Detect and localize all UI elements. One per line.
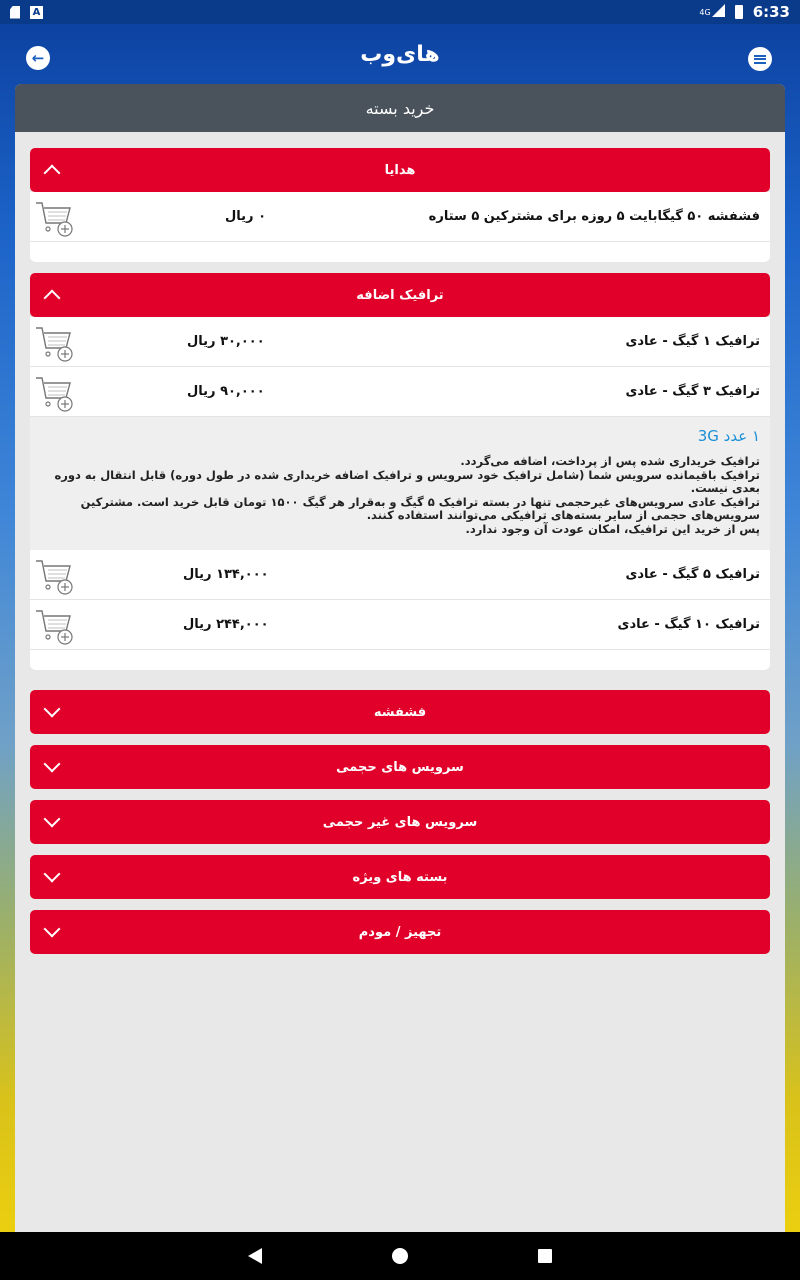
info-line: پس از خرید این ترافیک، امکان عودت آن وجود ندارد. (465, 521, 760, 536)
info-text (40, 455, 760, 536)
list-item (30, 600, 770, 650)
item-price: ۰ ریال (225, 209, 266, 224)
add-to-cart-icon[interactable] (34, 199, 76, 237)
nav-back-icon[interactable] (248, 1248, 262, 1264)
item-name: ترافیک ۱ گیگ - عادی (625, 334, 760, 349)
battery-icon (735, 5, 743, 19)
list-item (30, 367, 770, 417)
item-price: ۱۳۴,۰۰۰ ریال (183, 567, 269, 582)
sd-card-icon (10, 6, 20, 19)
chevron-up-icon (44, 165, 61, 182)
item-name: ترافیک ۱۰ گیگ - عادی (617, 617, 760, 632)
section-items-gifts (30, 192, 770, 262)
section-title: ترافیک اضافه (356, 287, 444, 303)
chevron-down-icon (44, 921, 61, 938)
info-title: ۱ عدد 3G (697, 427, 760, 445)
info-line: ترافیک عادی سرویس‌های غیرحجمی تنها در بسته ترافیک ۵ گیگ و به‌قرار هر گیگ ۱۵۰۰ تومان قابل خرید است. مشترکین سرویس‌های حجمی از سایر بسته‌های ترافیکی می‌توانند استفاده کنند. (80, 494, 760, 522)
chevron-up-icon (44, 290, 61, 307)
menu-button[interactable] (748, 47, 772, 71)
item-name: ترافیک ۳ گیگ - عادی (625, 384, 760, 399)
hamburger-menu-icon (754, 55, 766, 64)
add-to-cart-icon[interactable] (34, 607, 76, 645)
chevron-down-icon (44, 756, 61, 773)
system-nav-bar (0, 1232, 800, 1280)
info-line: ترافیک باقیمانده سرویس شما (شامل ترافیک خود سرویس و ترافیک اضافه خریداری شده در طول دوره) قابل انتقال به دوره بعدی نیست. (54, 467, 760, 495)
section-title: سرویس های غیر حجمی (322, 814, 478, 830)
section-header-gifts[interactable] (30, 148, 770, 192)
item-price: ۲۴۴,۰۰۰ ریال (183, 617, 269, 632)
section-title: تجهیز / مودم (358, 924, 442, 940)
section-title: سرویس های حجمی (336, 759, 464, 775)
section-header-extra-traffic[interactable] (30, 273, 770, 317)
clock: 6:33 (752, 3, 790, 21)
item-price: ۹۰,۰۰۰ ریال (187, 384, 265, 399)
info-box (30, 417, 770, 550)
item-price: ۳۰,۰۰۰ ریال (187, 334, 265, 349)
section-title: هدایا (384, 162, 416, 178)
chevron-down-icon (44, 701, 61, 718)
arrow-left-icon: ← (31, 48, 45, 67)
page-title: خرید بسته (15, 84, 785, 132)
status-bar (0, 0, 800, 24)
app-logo: های‌وب (360, 42, 440, 67)
content (15, 132, 785, 954)
nav-home-icon[interactable] (392, 1248, 408, 1264)
item-name: ترافیک ۵ گیگ - عادی (625, 567, 760, 582)
main-panel (15, 84, 785, 1232)
section-title: فشفشه (373, 704, 427, 720)
list-item (30, 317, 770, 367)
section-header-modem[interactable] (30, 910, 770, 954)
list-item (30, 192, 770, 242)
app-bar (0, 24, 800, 84)
section-title: بسته های ویژه (352, 869, 448, 885)
list-item (30, 550, 770, 600)
add-to-cart-icon[interactable] (34, 374, 76, 412)
section-header-special-packages[interactable] (30, 855, 770, 899)
signal-icon: 4G (699, 8, 724, 17)
section-items-extra-traffic (30, 317, 770, 670)
chevron-down-icon (44, 811, 61, 828)
nav-recents-icon[interactable] (538, 1249, 552, 1263)
chevron-down-icon (44, 866, 61, 883)
section-header-volume-services[interactable] (30, 745, 770, 789)
section-header-non-volume-services[interactable] (30, 800, 770, 844)
section-header-fashfashe[interactable] (30, 690, 770, 734)
app-notification-icon: A (30, 6, 43, 19)
add-to-cart-icon[interactable] (34, 324, 76, 362)
item-name: فشفشه ۵۰ گیگابایت ۵ روزه برای مشترکین ۵ ستاره (428, 209, 760, 224)
info-line: ترافیک خریداری شده پس از پرداخت، اضافه می‌گردد. (460, 454, 760, 468)
add-to-cart-icon[interactable] (34, 557, 76, 595)
